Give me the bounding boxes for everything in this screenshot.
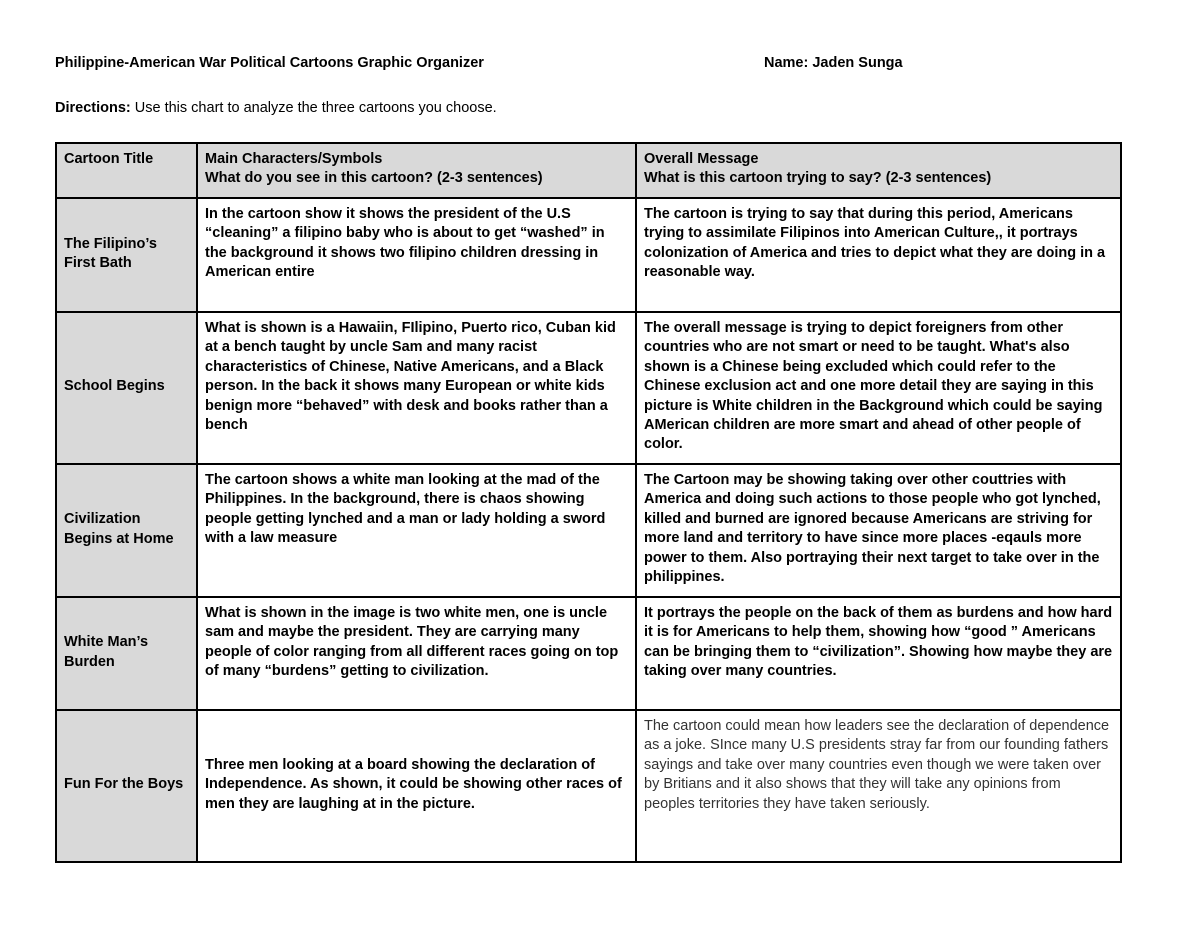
cartoon-title: Civilization Begins at Home bbox=[56, 464, 197, 597]
message-cell: The overall message is trying to depict foreigners from other countries who are not smart or need to be taught. What's also shown is a Chinese being excluded which could refer to the Chinese exclusion act and one more detail they are saying in this picture is White children in the Background which could be saying AMerican children are more smart and ahead of other people of color. bbox=[636, 312, 1121, 464]
table-row bbox=[56, 464, 1121, 597]
header-overall-message bbox=[636, 143, 1121, 198]
graphic-organizer-table bbox=[55, 142, 1122, 863]
table-row bbox=[56, 597, 1121, 710]
student-name: Name: Jaden Sunga bbox=[764, 55, 903, 71]
message-cell: The Cartoon may be showing taking over other couttries with America and doing such actions to those people who got lynched, killed and burned are ignored because Americans are striving for more land and territory to have since more places -eqauls more power to them. Also portraying their next target to take over in the philippines. bbox=[636, 464, 1121, 597]
header-main-characters bbox=[197, 143, 636, 198]
characters-cell: What is shown in the image is two white men, one is uncle sam and maybe the president. They are carrying many people of color ranging from all different races going on top of many “burdens” getting to civilization. bbox=[197, 597, 636, 710]
header-overall-message-label: Overall Message bbox=[644, 151, 759, 167]
characters-cell: What is shown is a Hawaiin, FIlipino, Puerto rico, Cuban kid at a bench taught by uncle Sam and many racist characteristics of Chinese, Native Americans, and a Black person. In the back it shows many European or white kids benign more “behaved” with desk and books rather than a bench bbox=[197, 312, 636, 464]
directions-text: Use this chart to analyze the three cartoons you choose. bbox=[130, 100, 497, 116]
characters-cell: Three men looking at a board showing the declaration of Independence. As shown, it could be showing other races of men they are laughing at in the picture. bbox=[197, 710, 636, 862]
directions bbox=[55, 100, 497, 116]
header-main-characters-label: Main Characters/Symbols bbox=[205, 151, 383, 167]
header-cartoon-title: Cartoon Title bbox=[56, 143, 197, 198]
page-header bbox=[55, 55, 1120, 71]
characters-cell: The cartoon shows a white man looking at the mad of the Philippines. In the background, there is chaos showing people getting lynched and a man or lady holding a sword with a law measure bbox=[197, 464, 636, 597]
directions-label: Directions: bbox=[55, 100, 131, 116]
message-cell: The cartoon could mean how leaders see the declaration of dependence as a joke. SInce many U.S presidents stray far from our founding fathers sayings and take over many countries even though we were taken over by Britians and it also shows that they will take any opinions from peoples territories they have taken seriously. bbox=[636, 710, 1121, 862]
header-overall-message-question: What is this cartoon trying to say? (2-3 sentences) bbox=[644, 170, 992, 187]
table-row bbox=[56, 710, 1121, 862]
cartoon-title: The Filipino’s First Bath bbox=[56, 198, 197, 312]
cartoon-title: Fun For the Boys bbox=[56, 710, 197, 862]
table-row bbox=[56, 198, 1121, 312]
cartoon-title: White Man’s Burden bbox=[56, 597, 197, 710]
cartoon-title: School Begins bbox=[56, 312, 197, 464]
header-main-characters-question: What do you see in this cartoon? (2-3 sentences) bbox=[205, 170, 543, 187]
message-cell: The cartoon is trying to say that during this period, Americans trying to assimilate Filipinos into American Culture,, it portrays colonization of America and tries to depict what they are doing in a reasonable way. bbox=[636, 198, 1121, 312]
document-title: Philippine-American War Political Cartoons Graphic Organizer bbox=[55, 55, 484, 71]
characters-cell: In the cartoon show it shows the president of the U.S “cleaning” a filipino baby who is about to get “washed” in the background it shows two filipino children dressing in American entire bbox=[197, 198, 636, 312]
message-cell: It portrays the people on the back of them as burdens and how hard it is for Americans to help them, showing how “good ” Americans can be bringing them to “civilization”. Showing how maybe they are taking over many countries. bbox=[636, 597, 1121, 710]
table-header-row bbox=[56, 143, 1121, 198]
table-row bbox=[56, 312, 1121, 464]
